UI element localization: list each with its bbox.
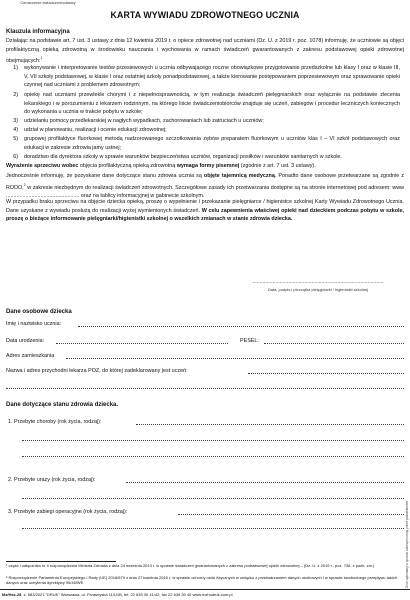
objection-note: Wyrażenie sprzeciwu wobec objęcia profilaktyczną opieką zdrowotną wymaga formy pisemnej (zgodnie z art. 7 ust. 3 ustawy). [6, 163, 316, 169]
instruction-paragraph: W przypadku braku sprzeciwu na objęcie dziecka opieką, proszę o wypełnienie i przekazanie pielęgniarce / higienistce szkolnej Karty Wywiadu Zdrowotnego Ucznia. Dane uzyskane z wywiadu posłużą do realizacji wyżej wymienionych świadczeń. W celu zapewnienia właściwej opieki nad dzieckiem podczas pobytu w szkole, proszę o bieżące informowanie pielęgniarki/higienistki szkolnej o wszelkich zmianach w stanie zdrowia dziecka. [6, 199, 404, 223]
diseases-label: 1. Przebyte choroby (rok życia, rodzaj): [8, 419, 102, 425]
printer-footer: Mz/Hsz-28 z. 583/2021 "DRUK" Warszawa, ul. Przasnyska 11/U1B, tel. 22 639 30 41/42; fax 22 639 30 40 www.mzhudruk.com.pl [2, 592, 233, 597]
diseases-field-line-2[interactable] [22, 440, 404, 441]
footnote-divider [6, 561, 116, 562]
diseases-field[interactable] [136, 424, 404, 425]
poz-field[interactable] [248, 373, 404, 374]
name-field[interactable] [78, 326, 404, 327]
diseases-field-line-3[interactable] [22, 456, 404, 457]
injuries-label: 2. Przebyte urazy (rok życia, rodzaj): [8, 477, 96, 483]
personal-heading: Dane osobowe dziecka [6, 309, 72, 315]
surgeries-field[interactable] [178, 514, 404, 515]
dob-label: Data urodzenia: [6, 338, 45, 344]
list-item: 6) doradztwo dla dyrektora szkoły w sprawie warunków bezpieczeństwa uczniów, organizacji posiłków i warunków sanitarnych w szkole. [13, 154, 342, 160]
clause-intro: Działając na podstawie art. 7 ust. 3 ustawy z dnia 12 kwietnia 2019 r. o opiece zdrowotnej nad uczniami (Dz. U. z 2019 r. poz. 1078) informuję, że uczniowie są objęci profilaktyczną opieką zdrowotną w środowisku nauczania i wychowania w ramach świadczeń gwarantowanych z zakresu podstawowej opieki zdrowotnej obejmujących:$^1$ [6, 38, 404, 64]
side-note-wrap [404, 500, 410, 590]
health-heading: Dane dotyczące stanu zdrowia dziecka. [6, 402, 119, 408]
poz-label: Nazwa i adres przychodni lekarza POZ, do której zadeklarowany jest uczeń: [6, 368, 188, 374]
injuries-field[interactable] [126, 482, 404, 483]
list-item: 5) grupowej profilaktyce fluorkowej metodą nadzorowanego szczotkowania zębów preparatem fluorkowym u uczniów klas I – VI szkół podstawowych oraz edukacji w zakresie zdrowia jamy ustnej; [13, 136, 400, 151]
list-item: 4) udział w planowaniu, realizacji i ocenie edukacji zdrowotnej; [13, 127, 167, 133]
page-title: KARTA WYWIADU ZDROWOTNEGO UCZNIA [110, 10, 300, 20]
signature-line[interactable]: ........................................................................................... [252, 279, 384, 285]
surgeries-label: 3. Przebyte zabiegi operacyjne (rok życia, rodzaj): [8, 509, 128, 515]
dob-field[interactable] [56, 343, 228, 344]
pesel-field[interactable] [264, 343, 404, 344]
signature-caption: Data, podpis i pieczątka pielęgniarki / higienistki szkolnej [267, 287, 369, 292]
footer-divider [0, 589, 410, 590]
pesel-label: PESEL: [240, 338, 259, 344]
address-field[interactable] [66, 358, 404, 359]
footnote-2: ² Rozporządzenie Parlamentu Europejskiego i Rady (UE) 2016/679 z dnia 27 kwietnia 2016 r. w sprawie ochrony osób fizycznych w związku z przetwarzaniem danych osobowych i w sprawie swobodnego przepływu takich danych oraz uchylenia dyrektywy 95/46/WE [6, 575, 398, 585]
name-label: Imię i nazwisko ucznia: [6, 321, 62, 327]
list-item: 3) udzielaniu pomocy przedlekarskiej w nagłych wypadkach, zachorowaniach lub zatruciach u uczniów; [13, 118, 264, 124]
list-item: 2) opiekę nad uczniami przewlekle chorymi i z niepełnosprawnością, w tym realizacja świadczeń pielęgniarskich oraz wyłącznie na podstawie zlecenia lekarskiego i w porozumieniu z lekarzem rodzinnym, na którego liście świadczeniobiorców znajduje się uczeń, zabiegów i procedur leczniczych koniecznych do wykonania u ucznia w trakcie pobytu w szkole; [13, 92, 400, 116]
side-note: Druk wykonany w sposób zabezpieczony przed podrabianiem [405, 500, 409, 588]
gdpr-paragraph: Jednocześnie informuję, że pozyskane dane dotyczące stanu zdrowia ucznia są objęte tajemnicą medyczną. Ponadto dane osobowe przetwarzane są zgodnie z RODO,$^2$ w zakresie niezbędnym do realizacji świadczeń zdrowotnych. Szczegółowe zasady ich przetwarzania dostępne są na stronie internetowej pod adresem: www ................................................. oraz na tablicy informacyjnej w gabinecie szkolnym. [6, 173, 404, 199]
clause-heading: Klauzula informacyjna [6, 29, 70, 35]
stamp-caption: Oznaczenie świadczeniodawcy [20, 0, 76, 5]
footnote-1: ¹ część I załącznika nr 4 rozporządzenia Ministra Zdrowia z dnia 24 września 2013 r. w sprawie świadczeń gwarantowanych z zakresu podstawowej opieki zdrowotnej – (Dz. U. z 2019 r., poz. 736, z późn. zm.) [6, 563, 375, 568]
address-label: Adres zamieszkania [6, 353, 55, 359]
surgeries-field-line-2[interactable] [22, 528, 404, 529]
injuries-field-line-2[interactable] [22, 498, 404, 499]
list-item: 1) wykonywanie i interpretowanie testów przesiewowych u ucznia odbywającego roczne obowiązkowe przygotowanie przedszkolne lub klasy I oraz w klasie III, V, VII szkoły podstawowej, w klasie I oraz ostatniej szkoły ponadpodstawowej, a także kierowanie postępowaniem poprzesiewowym oraz sprawowanie opieki czynnej nad uczniami z problemem zdrowotnym; [13, 65, 400, 89]
poz-field-line-2[interactable] [6, 388, 404, 389]
